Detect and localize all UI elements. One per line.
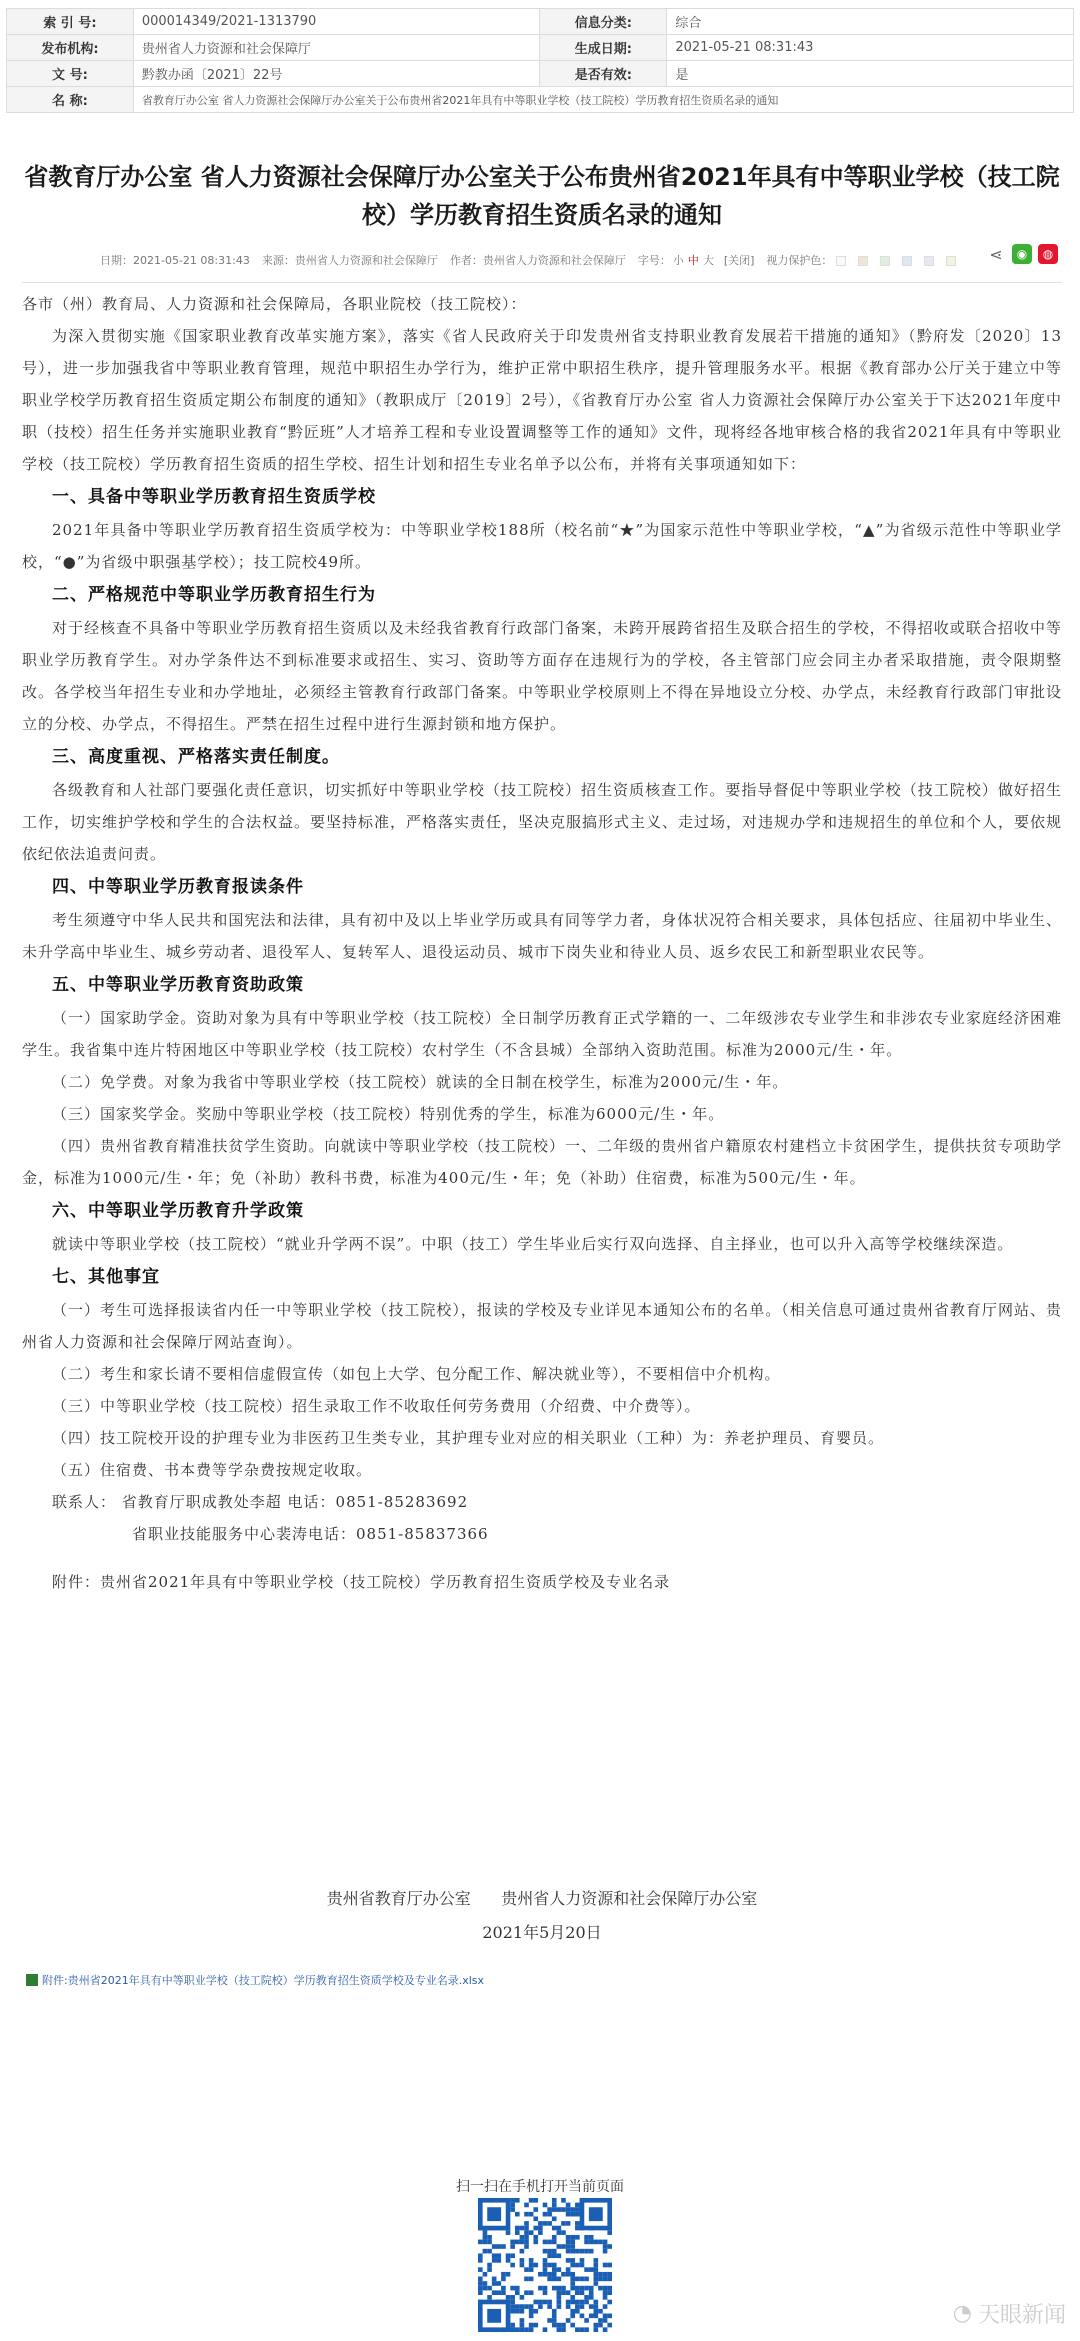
close-link[interactable]: [关闭] xyxy=(723,254,755,267)
intro-paragraph: 为深入贯彻实施《国家职业教育改革实施方案》，落实《省人民政府关于印发贵州省支持职业教育发展若干措施的通知》（黔府发〔2020〕13号），进一步加强我省中等职业教育管理，规范中职招生办学行为，维护正常中职招生秩序，提升管理服务水平。根据《教育部办公厅关于建立中等职业学校学历教育招生资质定期公布制度的通知》（教职成厅〔2019〕2号），《省教育厅办公室 省人力资源社会保障厅办公室关于下达2021年度中职（技校）招生任务并实施职业教育“黔匠班”人才培养工程和专业设置调整等工作的通知》文件，现将经各地审核合格的我省2021年具有中等职业学校（技工院校）学历教育招生资质的招生学校、招生计划和招生专业名单予以公布，并将有关事项通知如下： xyxy=(22,327,1062,473)
index-value: 000014349/2021-1313790 xyxy=(133,9,540,35)
section-5-item-1: （一）国家助学金。资助对象为具有中等职业学校（技工院校）全日制学历教育正式学籍的一、二年级涉农专业学生和非涉农专业家庭经济困难学生。我省集中连片特困地区中等职业学校（技工院校）农村学生（不含县城）全部纳入资助范围。标准为2000元/生・年。 xyxy=(22,1009,1062,1059)
fontsize-small-button[interactable]: 小 xyxy=(672,254,684,267)
info-author: 作者：贵州省人力资源和社会保障厅 xyxy=(449,254,626,267)
section-7-item-5: （五）住宿费、书本费等学杂费按规定收取。 xyxy=(52,1461,373,1479)
signature-org-2: 贵州省人力资源和社会保障厅办公室 xyxy=(501,1889,758,1908)
docno-label: 文 号: xyxy=(7,61,134,87)
section-1-heading: 一、具备中等职业学历教育招生资质学校 xyxy=(52,487,376,507)
color-swatch[interactable] xyxy=(858,256,868,266)
color-swatch[interactable] xyxy=(836,256,846,266)
page-title: 省教育厅办公室 省人力资源社会保障厅办公室关于公布贵州省2021年具有中等职业学校（技工院校）学历教育招生资质名录的通知 xyxy=(24,163,1060,229)
section-5-item-3: （三）国家奖学金。奖励中等职业学校（技工院校）特别优秀的学生，标准为6000元/生・年。 xyxy=(52,1105,725,1123)
share-icon[interactable]: ⋖ xyxy=(986,244,1006,264)
info-bar xyxy=(100,246,1060,274)
section-5-item-4: （四）贵州省教育精准扶贫学生资助。向就读中等职业学校（技工院校）一、二年级的贵州省户籍原农村建档立卡贫困学生，提供扶贫专项助学金，标准为1000元/生・年；免（补助）教科书费，标准为400元/生・年；免（补助）住宿费，标准为500元/生・年。 xyxy=(22,1137,1062,1187)
contact-2: 省职业技能服务中心裴涛电话：0851-85837366 xyxy=(132,1525,489,1543)
section-2-heading: 二、严格规范中等职业学历教育招生行为 xyxy=(52,585,376,605)
category-label: 信息分类: xyxy=(540,9,667,35)
color-swatches xyxy=(836,254,968,267)
section-3-heading: 三、高度重视、严格落实责任制度。 xyxy=(52,747,340,767)
attachment-link-text[interactable]: 附件:贵州省2021年具有中等职业学校（技工院校）学历教育招生资质学校及专业名录.xlsx xyxy=(42,1974,485,1987)
color-swatch[interactable] xyxy=(902,256,912,266)
section-7-item-3: （三）中等职业学校（技工院校）招生录取工作不收取任何劳务费用（介绍费、中介费等）。 xyxy=(52,1397,701,1415)
section-5-item-2: （二）免学费。对象为我省中等职业学校（技工院校）就读的全日制在校学生，标准为2000元/生・年。 xyxy=(52,1073,789,1091)
fontsize-medium-button[interactable]: 中 xyxy=(687,254,699,267)
date-label: 生成日期: xyxy=(540,35,667,61)
qr-code-icon xyxy=(478,2198,612,2332)
weibo-icon[interactable]: ◍ xyxy=(1038,244,1058,264)
contact-1: 联系人： 省教育厅职成教处李超 电话：0851-85283692 xyxy=(52,1493,469,1511)
section-4-heading: 四、中等职业学历教育报读条件 xyxy=(52,877,304,897)
date-value: 2021-05-21 08:31:43 xyxy=(667,35,1074,61)
article-body xyxy=(22,278,1062,1598)
section-3-text: 各级教育和人社部门要强化责任意识，切实抓好中等职业学校（技工院校）招生资质核查工作。要指导督促中等职业学校（技工院校）做好招生工作，切实维护学校和学生的合法权益。要坚持标准，严格落实责任，坚决克服搞形式主义、走过场，对违规办学和违规招生的单位和个人，要依规依纪依法追责问责。 xyxy=(22,781,1063,863)
category-value: 综合 xyxy=(667,9,1074,35)
valid-label: 是否有效: xyxy=(540,61,667,87)
addressee: 各市（州）教育局、人力资源和社会保障局，各职业院校（技工院校）： xyxy=(22,295,527,313)
watermark xyxy=(953,2298,1066,2329)
fontsize-label: 字号： xyxy=(637,254,671,267)
index-label: 索 引 号: xyxy=(7,9,134,35)
attachment-link[interactable] xyxy=(26,1972,484,1988)
section-7-item-4: （四）技工院校开设的护理专业为非医药卫生类专业，其护理专业对应的相关职业（工种）为：养老护理员、育婴员。 xyxy=(52,1429,885,1447)
valid-value: 是 xyxy=(667,61,1074,87)
section-7-item-2: （二）考生和家长请不要相信虚假宣传（如包上大学、包分配工作、解决就业等），不要相信中介机构。 xyxy=(52,1365,781,1383)
name-label: 名 称: xyxy=(7,87,134,113)
section-7-heading: 七、其他事宜 xyxy=(52,1267,160,1287)
docno-value: 黔教办函〔2021〕22号 xyxy=(133,61,540,87)
metadata-table xyxy=(6,8,1074,113)
color-swatch[interactable] xyxy=(924,256,934,266)
section-2-text: 对于经核查不具备中等职业学历教育招生资质以及未经我省教育行政部门备案，未跨开展跨省招生及联合招生的学校，不得招收或联合招收中等职业学历教育学生。对办学条件达不到标准要求或招生、实习、资助等方面存在违规行为的学校，各主管部门应会同主办者采取措施，责令限期整改。各学校当年招生专业和办学地址，必须经主管教育行政部门备案。中等职业学校原则上不得在异地设立分校、办学点，未经教育行政部门审批设立的分校、办学点，不得招生。严禁在招生过程中进行生源封锁和地方保护。 xyxy=(22,619,1063,733)
publisher-label: 发布机构: xyxy=(7,35,134,61)
name-value: 省教育厅办公室 省人力资源社会保障厅办公室关于公布贵州省2021年具有中等职业学校（技工院校）学历教育招生资质名录的通知 xyxy=(133,87,1073,113)
section-5-heading: 五、中等职业学历教育资助政策 xyxy=(52,975,304,995)
signature-date: 2021年5月20日 xyxy=(482,1923,602,1942)
color-swatch[interactable] xyxy=(946,256,956,266)
info-source: 来源：贵州省人力资源和社会保障厅 xyxy=(261,254,438,267)
wechat-icon[interactable]: ◉ xyxy=(1012,244,1032,264)
fontsize-large-button[interactable]: 大 xyxy=(702,254,714,267)
section-6-text: 就读中等职业学校（技工院校）“就业升学两不误”。中职（技工）学生毕业后实行双向选择、自主择业，也可以升入高等学校继续深造。 xyxy=(52,1235,1014,1253)
qr-caption: 扫一扫在手机打开当前页面 xyxy=(456,2179,624,2195)
section-1-text: 2021年具备中等职业学历教育招生资质学校为：中等职业学校188所（校名前“★”为国家示范性中等职业学校，“▲”为省级示范性中等职业学校，“●”为省级中职强基学校）；技工院校49所。 xyxy=(22,521,1062,571)
watermark-text: 天眼新闻 xyxy=(977,2303,1066,2328)
vision-label: 视力保护色： xyxy=(766,254,833,267)
signature-block xyxy=(22,1882,1062,1950)
weibo-logo-icon: ◔ xyxy=(952,2301,972,2326)
share-icons xyxy=(986,244,1058,264)
signature-org-1: 贵州省教育厅办公室 xyxy=(326,1889,471,1908)
section-6-heading: 六、中等职业学历教育升学政策 xyxy=(52,1201,304,1221)
section-4-text: 考生须遵守中华人民共和国宪法和法律，具有初中及以上毕业学历或具有同等学力者，身体状况符合相关要求，具体包括应、往届初中毕业生、未升学高中毕业生、城乡劳动者、退役军人、复转军人、退役运动员、城市下岗失业和待业人员、返乡农民工和新型职业农民等。 xyxy=(22,911,1062,961)
publisher-value: 贵州省人力资源和社会保障厅 xyxy=(133,35,540,61)
color-swatch[interactable] xyxy=(880,256,890,266)
attachment-note: 附件：贵州省2021年具有中等职业学校（技工院校）学历教育招生资质学校及专业名录 xyxy=(52,1573,671,1591)
excel-file-icon xyxy=(26,1974,38,1986)
section-7-item-1: （一）考生可选择报读省内任一中等职业学校（技工院校），报读的学校及专业详见本通知公布的名单。（相关信息可通过贵州省教育厅网站、贵州省人力资源和社会保障厅网站查询）。 xyxy=(22,1301,1062,1351)
info-date: 日期：2021-05-21 08:31:43 xyxy=(100,254,250,267)
